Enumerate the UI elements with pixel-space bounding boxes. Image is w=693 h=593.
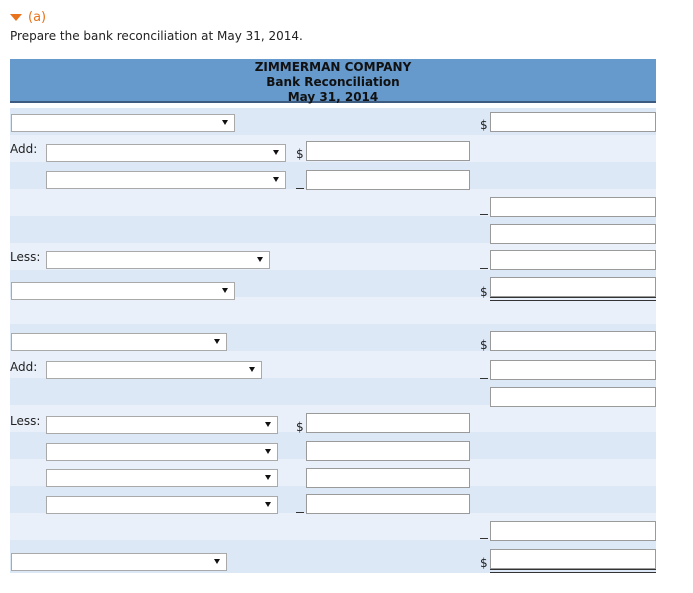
- statement-title: Bank Reconciliation: [266, 75, 400, 89]
- underline-mark: [480, 538, 488, 539]
- chevron-down-icon: [214, 339, 220, 344]
- row-band: [10, 297, 656, 324]
- add-item-select[interactable]: [46, 144, 286, 162]
- less-item-select[interactable]: [46, 443, 278, 461]
- less-label: Less:: [10, 414, 41, 428]
- chevron-down-icon: [249, 367, 255, 372]
- double-underline: [490, 297, 656, 301]
- underline-mark: [296, 188, 304, 189]
- instruction-text: Prepare the bank reconciliation at May 31, 2014.: [10, 29, 303, 43]
- chevron-down-icon: [273, 177, 279, 182]
- account-select[interactable]: [11, 333, 227, 351]
- amount-input[interactable]: [490, 387, 656, 407]
- account-select[interactable]: [11, 553, 227, 571]
- amount-input[interactable]: [490, 112, 656, 132]
- dollar-sign: $: [480, 556, 488, 570]
- dollar-sign: $: [296, 147, 304, 161]
- underline-mark: [480, 214, 488, 215]
- chevron-down-icon: [273, 150, 279, 155]
- company-name: ZIMMERMAN COMPANY: [254, 60, 412, 74]
- chevron-down-icon: [265, 475, 271, 480]
- amount-input[interactable]: [490, 521, 656, 541]
- dollar-sign: $: [480, 338, 488, 352]
- add-item-select[interactable]: [46, 171, 286, 189]
- underline-mark: [480, 378, 488, 379]
- amount-input[interactable]: [306, 441, 470, 461]
- amount-input[interactable]: [490, 250, 656, 270]
- less-label: Less:: [10, 250, 41, 264]
- collapse-triangle-icon[interactable]: [10, 14, 22, 21]
- dollar-sign: $: [480, 118, 488, 132]
- chevron-down-icon: [257, 257, 263, 262]
- amount-input[interactable]: [306, 170, 470, 190]
- add-label: Add:: [10, 360, 38, 374]
- less-item-select[interactable]: [46, 416, 278, 434]
- chevron-down-icon: [222, 288, 228, 293]
- chevron-down-icon: [265, 502, 271, 507]
- underline-mark: [296, 512, 304, 513]
- amount-input[interactable]: [490, 331, 656, 351]
- statement-header: [10, 59, 656, 103]
- dollar-sign: $: [296, 420, 304, 434]
- amount-input[interactable]: [490, 549, 656, 569]
- account-select[interactable]: [11, 282, 235, 300]
- chevron-down-icon: [214, 559, 220, 564]
- account-select[interactable]: [11, 114, 235, 132]
- chevron-down-icon: [265, 422, 271, 427]
- amount-input[interactable]: [490, 360, 656, 380]
- dollar-sign: $: [480, 285, 488, 299]
- amount-input[interactable]: [490, 224, 656, 244]
- chevron-down-icon: [222, 120, 228, 125]
- part-label: (a): [28, 9, 47, 25]
- amount-input[interactable]: [490, 277, 656, 297]
- amount-input[interactable]: [306, 494, 470, 514]
- less-item-select[interactable]: [46, 251, 270, 269]
- amount-input[interactable]: [306, 413, 470, 433]
- chevron-down-icon: [265, 449, 271, 454]
- double-underline: [490, 569, 656, 573]
- amount-input[interactable]: [306, 141, 470, 161]
- add-label: Add:: [10, 142, 38, 156]
- amount-input[interactable]: [490, 197, 656, 217]
- amount-input[interactable]: [306, 468, 470, 488]
- add-item-select[interactable]: [46, 361, 262, 379]
- statement-date: May 31, 2014: [287, 90, 379, 104]
- less-item-select[interactable]: [46, 496, 278, 514]
- underline-mark: [480, 268, 488, 269]
- part-a-toggle[interactable]: [10, 9, 46, 25]
- less-item-select[interactable]: [46, 469, 278, 487]
